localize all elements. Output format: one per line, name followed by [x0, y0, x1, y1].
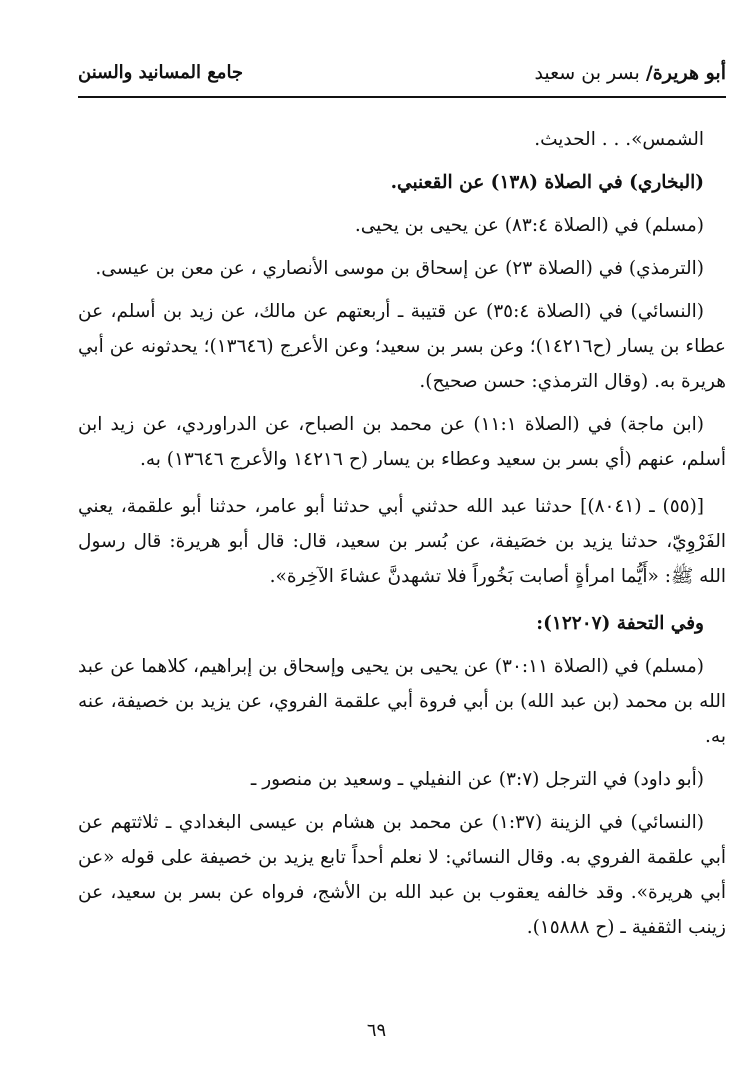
paragraph: (مسلم) في (الصلاة ٨٣:٤) عن يحيى بن يحيى. — [354, 215, 704, 236]
paragraph: الشمس». . . الحديث. — [534, 129, 704, 150]
paragraph: (النسائي) في (الصلاة ٣٥:٤) عن قتيبة ـ أربعتهم عن مالك، عن زيد بن أسلم، عن عطاء بن يسار (ح١٤٢١٦)؛ وعن بسر بن سعيد؛ وعن الأعرج (١٣٦٤٦)؛ يحدثونه عن أبي هريرة به. (وقال الترمذي: حسن صحيح). — [78, 301, 726, 392]
header-chapter — [534, 62, 726, 84]
page-number: ٦٩ — [366, 1020, 387, 1041]
paragraph: (أبو داود) في الترجل (٣:٧) عن النفيلي ـ وسعيد بن منصور ـ — [250, 769, 704, 790]
running-header — [78, 62, 726, 98]
header-chapter-name: بسر بن سعيد — [534, 62, 646, 84]
paragraph: (ابن ماجة) في (الصلاة ١١:١) عن محمد بن الصباح، عن الدراوردي، عن زيد ابن أسلم، عنهم (أي بسر بن سعيد وعطاء بن يسار (ح ١٤٢١٦ والأعرج ١٣٦٤٦) به. — [78, 414, 726, 470]
paragraph: [(٥٥) ـ (٨٠٤١)] حدثنا عبد الله حدثني أبي حدثنا أبو عامر، حدثنا أبو علقمة، يعني الفَرْوِيّ، حدثنا يزيد بن خصَيفة، عن بُسر بن سعيد، قال: قال أبو هريرة: قال رسول الله ﷺ: «أَيُّما امرأةٍ أصابت بَخُوراً فلا تشهدنَّ عشاءَ الآخِرة». — [78, 496, 726, 587]
paragraph: (الترمذي) في (الصلاة ٢٣) عن إسحاق بن موسى الأنصاري ، عن معن بن عيسى. — [95, 258, 704, 279]
page-body — [78, 122, 726, 945]
paragraph: (البخاري) في الصلاة (١٣٨) عن القعنبي. — [390, 172, 704, 193]
paragraph: وفي التحفة (١٢٢٠٧): — [536, 613, 704, 634]
paragraph: (النسائي) في الزينة (١:٣٧) عن محمد بن هشام بن عيسى البغدادي ـ ثلاثتهم عن أبي علقمة الفروي به. وقال النسائي: لا نعلم أحداً تابع يزيد بن خصيفة على قوله «عن أبي هريرة». وقد خالفه يعقوب بن عبد الله بن الأشج، فرواه عن بسر بن سعيد، عن زينب الثقفية ـ (ح ١٥٨٨٨). — [78, 812, 726, 938]
paragraph: (مسلم) في (الصلاة ٣٠:١١) عن يحيى بن يحيى وإسحاق بن إبراهيم، كلاهما عن عبد الله بن محمد (بن عبد الله) بن أبي فروة أبي علقمة الفروي، عن يزيد بن خصيفة، عنه به. — [78, 656, 726, 747]
header-chapter-bold: أبو هريرة/ — [645, 62, 726, 84]
header-book-title: جامع المسانيد والسنن — [78, 62, 244, 83]
